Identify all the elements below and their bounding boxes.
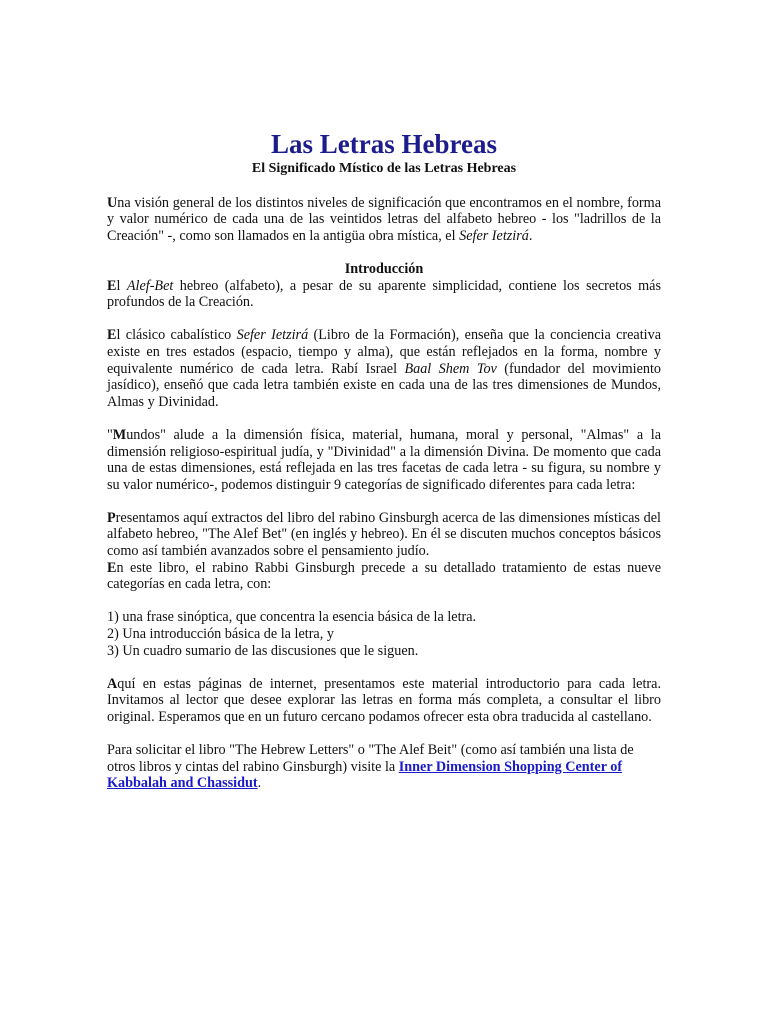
section-heading: Introducción [344, 260, 424, 277]
paragraph-solicitar: Para solicitar el libro "The Hebrew Letters" o "The Alef Beit" (como así también una lista de otros libros y cintas del rabino Ginsburgh) visite la Inner Dimension Shopping Center of Kabbalah and Chassidut. [107, 742, 634, 792]
page-title: Las Letras Hebreas [271, 129, 497, 159]
page-subtitle: El Significado Místico de las Letras Hebreas [251, 161, 517, 176]
drop-letter: U [107, 194, 118, 211]
drop-letter: E [107, 277, 117, 294]
numbered-list [107, 609, 661, 659]
drop-letter: E [107, 327, 117, 344]
drop-letter: E [107, 559, 117, 576]
drop-letter: P [107, 509, 116, 526]
intro-paragraph: Una visión general de los distintos niveles de significación que encontramos en el nombre, forma y valor numérico de cada una de las veintidos letras del alfabeto hebreo - los "ladrillos de la Creación" -, como son llamados en la antigüa obra mística, el Sefer Ietzirá. [107, 194, 661, 244]
paragraph-presentamos: Presentamos aquí extractos del libro del rabino Ginsburgh acerca de las dimensiones místicas del alfabeto hebreo, "The Alef Bet" (en inglés y hebreo). En él se discuten muchos conceptos básicos como así también avanzados sobre el pensamiento judío. [107, 509, 661, 560]
shopping-center-link[interactable]: Inner Dimension Shopping Center of Kabbalah and Chassidut [107, 758, 623, 792]
paragraph-aqui: Aquí en estas páginas de internet, presentamos este material introductorio para cada letra. Invitamos al lector que desee explorar las letras en forma más completa, a consultar el libro original. Esperamos que en un futuro cercano podamos ofrecer esta obra traducida al castellano. [107, 675, 661, 725]
document-body [107, 128, 661, 792]
paragraph-sefer-ietzira: El clásico cabalístico Sefer Ietzirá (Libro de la Formación), enseña que la conciencia creativa existe en tres estados (espacio, tiempo y alma), que están reflejados en la forma, nombre y equivalente numérico de cada letra. Rabí Israel Baal Shem Tov (fundador del movimiento jasídico), enseñó que cada letra también existe en cada una de las tres dimensiones de Mundos, Almas y Divinidad. [107, 327, 662, 410]
drop-letter: M [112, 426, 127, 443]
list-item: 2) Una introducción básica de la letra, y [107, 626, 334, 643]
paragraph-alef-bet: El Alef-Bet hebreo (alfabeto), a pesar de su aparente simplicidad, contiene los secretos más profundos de la Creación. [107, 277, 661, 311]
paragraph-mundos: "Mundos" alude a la dimensión física, material, humana, moral y personal, "Almas" a la dimensión religioso-espiritual judía, y "Divinidad" a la dimensión Divina. De momento que cada una de estas dimensiones, está reflejada en las tres facetas de cada letra - su figura, su nombre y su valor numérico-, podemos distinguir 9 categorías de significado diferentes para cada letra: [107, 426, 661, 493]
drop-letter: A [107, 675, 118, 692]
paragraph-en-este-libro: En este libro, el rabino Rabbi Ginsburgh precede a su detallado tratamiento de estas nueve categorías en cada letra, con: [107, 559, 661, 593]
list-item: 1) una frase sinóptica, que concentra la esencia básica de la letra. [107, 609, 477, 626]
list-item: 3) Un cuadro sumario de las discusiones que le siguen. [107, 642, 419, 659]
